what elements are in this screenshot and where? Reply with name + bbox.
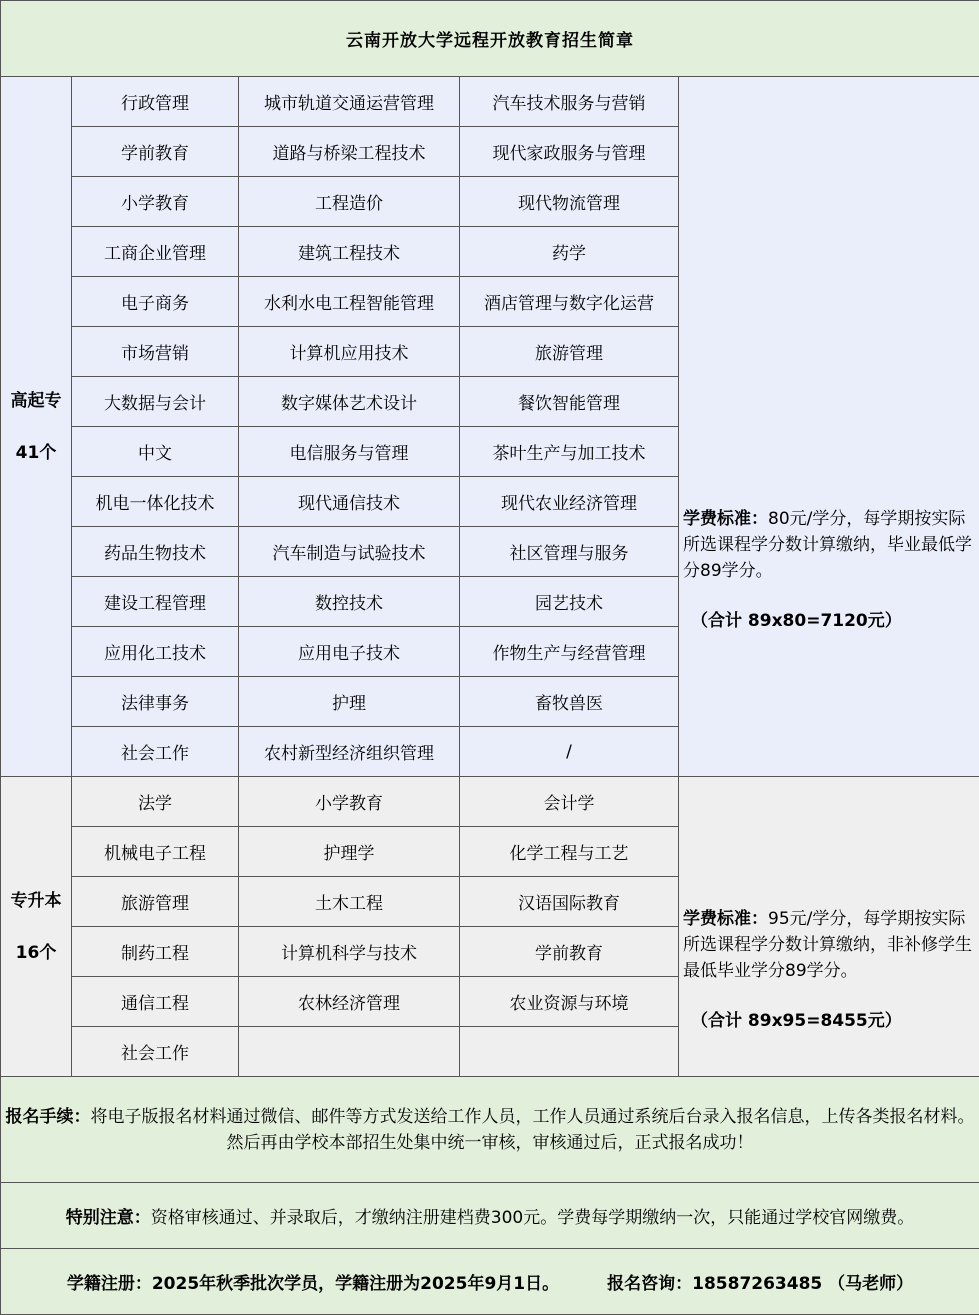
major-cell: 现代物流管理 bbox=[460, 177, 679, 227]
category-cell bbox=[1, 777, 72, 1077]
major-cell: 汉语国际教育 bbox=[460, 877, 679, 927]
fee-total: （合计 89x95=8455元） bbox=[683, 1008, 975, 1034]
major-cell: 社区管理与服务 bbox=[460, 527, 679, 577]
major-cell: 护理 bbox=[239, 677, 460, 727]
major-cell: 现代家政服务与管理 bbox=[460, 127, 679, 177]
major-cell: 小学教育 bbox=[239, 777, 460, 827]
major-cell: 社会工作 bbox=[72, 1027, 239, 1077]
fee-text: 95元/学分，每学期按实际所选课程学分数计算缴纳，非补修学生最低毕业学分89学分。 bbox=[683, 909, 972, 981]
special-note-text: 资格审核通过、并录取后，才缴纳注册建档费300元。学费每学期缴纳一次，只能通过学校官网缴费。 bbox=[151, 1208, 914, 1228]
major-cell: 社会工作 bbox=[72, 727, 239, 777]
major-cell: 道路与桥梁工程技术 bbox=[239, 127, 460, 177]
category-count: 41个 bbox=[1, 427, 71, 479]
major-cell: 园艺技术 bbox=[460, 577, 679, 627]
major-cell: 城市轨道交通运营管理 bbox=[239, 77, 460, 127]
major-cell: 旅游管理 bbox=[72, 877, 239, 927]
category-name: 专升本 bbox=[1, 875, 71, 927]
enrollment-text: 学籍注册：2025年秋季批次学员，学籍注册为2025年9月1日。 bbox=[67, 1274, 559, 1294]
special-note-label: 特别注意： bbox=[66, 1208, 151, 1228]
fee-label: 学费标准： bbox=[683, 909, 768, 929]
major-cell: 建设工程管理 bbox=[72, 577, 239, 627]
major-cell bbox=[460, 1027, 679, 1077]
major-cell: 农业资源与环境 bbox=[460, 977, 679, 1027]
major-row bbox=[1, 77, 979, 127]
major-cell bbox=[239, 1027, 460, 1077]
major-cell: 建筑工程技术 bbox=[239, 227, 460, 277]
fee-cell bbox=[679, 77, 979, 777]
fee-label: 学费标准： bbox=[683, 509, 768, 529]
fee-text: 80元/学分，每学期按实际所选课程学分数计算缴纳，毕业最低学分89学分。 bbox=[683, 509, 972, 581]
major-cell: 应用化工技术 bbox=[72, 627, 239, 677]
major-cell: 工商企业管理 bbox=[72, 227, 239, 277]
major-row bbox=[1, 777, 979, 827]
registration-label: 报名手续： bbox=[6, 1107, 91, 1127]
major-cell: 会计学 bbox=[460, 777, 679, 827]
registration-text: 将电子版报名材料通过微信、邮件等方式发送给工作人员，工作人员通过系统后台录入报名信息，上传各类报名材料。然后再由学校本部招生处集中统一审核，审核通过后，正式报名成功！ bbox=[91, 1107, 975, 1153]
major-cell: 机电一体化技术 bbox=[72, 477, 239, 527]
category-cell bbox=[1, 77, 72, 777]
major-cell: 小学教育 bbox=[72, 177, 239, 227]
enrollment-note bbox=[1, 1249, 979, 1315]
category-name: 高起专 bbox=[1, 375, 71, 427]
major-cell: 土木工程 bbox=[239, 877, 460, 927]
major-cell: 水利水电工程智能管理 bbox=[239, 277, 460, 327]
major-cell: 市场营销 bbox=[72, 327, 239, 377]
major-cell: 法律事务 bbox=[72, 677, 239, 727]
major-cell: 机械电子工程 bbox=[72, 827, 239, 877]
major-cell: 应用电子技术 bbox=[239, 627, 460, 677]
major-cell: 计算机应用技术 bbox=[239, 327, 460, 377]
gaoqizhuan-section bbox=[1, 77, 979, 777]
major-cell: 电子商务 bbox=[72, 277, 239, 327]
major-cell: 电信服务与管理 bbox=[239, 427, 460, 477]
major-cell: 数控技术 bbox=[239, 577, 460, 627]
major-cell: 法学 bbox=[72, 777, 239, 827]
major-cell: 护理学 bbox=[239, 827, 460, 877]
major-cell: 中文 bbox=[72, 427, 239, 477]
major-cell: 数字媒体艺术设计 bbox=[239, 377, 460, 427]
major-cell: / bbox=[460, 727, 679, 777]
major-cell: 汽车制造与试验技术 bbox=[239, 527, 460, 577]
special-note bbox=[1, 1183, 979, 1249]
registration-note bbox=[1, 1077, 979, 1183]
major-cell: 现代通信技术 bbox=[239, 477, 460, 527]
major-cell: 通信工程 bbox=[72, 977, 239, 1027]
major-cell: 工程造价 bbox=[239, 177, 460, 227]
major-cell: 农林经济管理 bbox=[239, 977, 460, 1027]
major-cell: 酒店管理与数字化运营 bbox=[460, 277, 679, 327]
major-cell: 旅游管理 bbox=[460, 327, 679, 377]
major-cell: 学前教育 bbox=[72, 127, 239, 177]
major-cell: 农村新型经济组织管理 bbox=[239, 727, 460, 777]
major-cell: 药学 bbox=[460, 227, 679, 277]
major-cell: 药品生物技术 bbox=[72, 527, 239, 577]
major-cell: 行政管理 bbox=[72, 77, 239, 127]
major-cell: 现代农业经济管理 bbox=[460, 477, 679, 527]
fee-total: （合计 89x80=7120元） bbox=[683, 608, 975, 634]
major-cell: 化学工程与工艺 bbox=[460, 827, 679, 877]
major-cell: 畜牧兽医 bbox=[460, 677, 679, 727]
major-cell: 大数据与会计 bbox=[72, 377, 239, 427]
page-title: 云南开放大学远程开放教育招生简章 bbox=[1, 1, 979, 77]
major-cell: 学前教育 bbox=[460, 927, 679, 977]
category-count: 16个 bbox=[1, 927, 71, 979]
major-cell: 计算机科学与技术 bbox=[239, 927, 460, 977]
major-cell: 茶叶生产与加工技术 bbox=[460, 427, 679, 477]
fee-cell bbox=[679, 777, 979, 1077]
zhuanshengben-section bbox=[1, 777, 979, 1077]
major-cell: 作物生产与经营管理 bbox=[460, 627, 679, 677]
major-cell: 餐饮智能管理 bbox=[460, 377, 679, 427]
consult-text: 报名咨询：18587263485 （马老师） bbox=[607, 1274, 913, 1294]
major-cell: 汽车技术服务与营销 bbox=[460, 77, 679, 127]
major-cell: 制药工程 bbox=[72, 927, 239, 977]
